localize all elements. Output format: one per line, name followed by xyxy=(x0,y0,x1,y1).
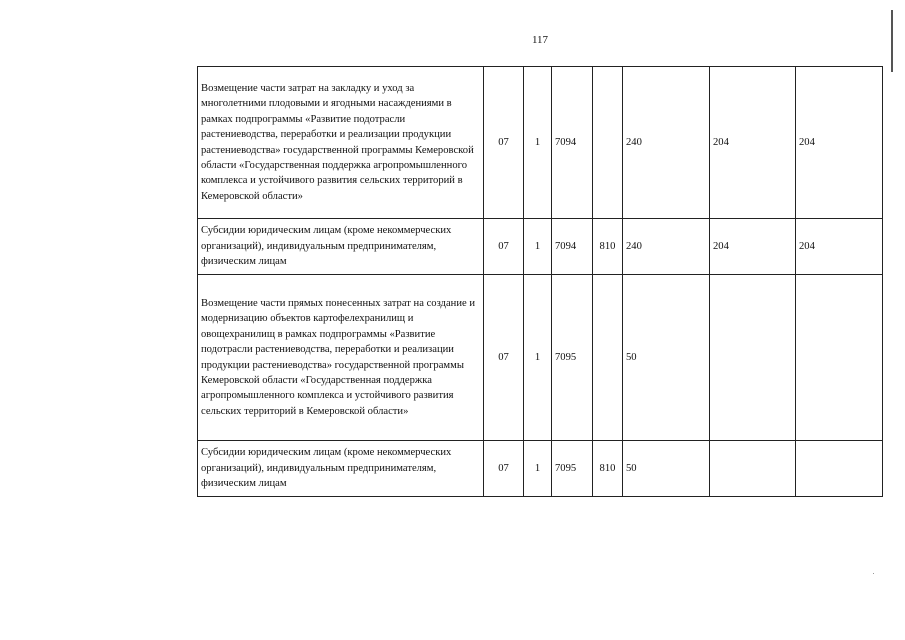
amount-3 xyxy=(796,441,883,497)
scan-edge-mark xyxy=(891,10,893,72)
table-row xyxy=(198,219,883,275)
expense-type-code xyxy=(593,275,623,441)
amount-2: 204 xyxy=(710,219,796,275)
target-code: 7095 xyxy=(552,275,593,441)
subsection-code: 1 xyxy=(524,67,552,219)
amount-3: 204 xyxy=(796,219,883,275)
section-code: 07 xyxy=(484,67,524,219)
amount-2: 204 xyxy=(710,67,796,219)
amount-1: 240 xyxy=(623,219,710,275)
target-code: 7094 xyxy=(552,67,593,219)
table-row xyxy=(198,67,883,219)
expense-type-code xyxy=(593,67,623,219)
scan-speck xyxy=(873,573,874,574)
row-description: Субсидии юридическим лицам (кроме некоммерческих организаций), индивидуальным предпринимателям, физическим лицам xyxy=(198,441,484,497)
subsection-code: 1 xyxy=(524,219,552,275)
amount-1: 50 xyxy=(623,441,710,497)
subsection-code: 1 xyxy=(524,441,552,497)
expense-type-code: 810 xyxy=(593,219,623,275)
amount-3: 204 xyxy=(796,67,883,219)
expense-type-code: 810 xyxy=(593,441,623,497)
budget-table xyxy=(197,66,883,497)
table-row xyxy=(198,441,883,497)
target-code: 7095 xyxy=(552,441,593,497)
subsection-code: 1 xyxy=(524,275,552,441)
amount-3 xyxy=(796,275,883,441)
section-code: 07 xyxy=(484,441,524,497)
target-code: 7094 xyxy=(552,219,593,275)
amount-2 xyxy=(710,275,796,441)
page-number: 117 xyxy=(531,34,549,46)
amount-2 xyxy=(710,441,796,497)
amount-1: 240 xyxy=(623,67,710,219)
row-description: Субсидии юридическим лицам (кроме некоммерческих организаций), индивидуальным предпринимателям, физическим лицам xyxy=(198,219,484,275)
row-description: Возмещение части прямых понесенных затрат на создание и модернизацию объектов картофелехранилищ и овощехранилищ в рамках подпрограммы «Развитие подотрасли растениеводства, переработки и реализации продукции растениеводства» государственной программы Кемеровской области «Государственная поддержка агропромышленного комплекса и устойчивого развития сельских территорий в Кемеровской области» xyxy=(198,275,484,441)
row-description: Возмещение части затрат на закладку и уход за многолетними плодовыми и ягодными насаждениями в рамках подпрограммы «Развитие подотрасли растениеводства, переработки и реализации продукции растениеводства» государственной программы Кемеровской области «Государственная поддержка агропромышленного комплекса и устойчивого развития сельских территорий в Кемеровской области» xyxy=(198,67,484,219)
section-code: 07 xyxy=(484,275,524,441)
table-row xyxy=(198,275,883,441)
amount-1: 50 xyxy=(623,275,710,441)
section-code: 07 xyxy=(484,219,524,275)
